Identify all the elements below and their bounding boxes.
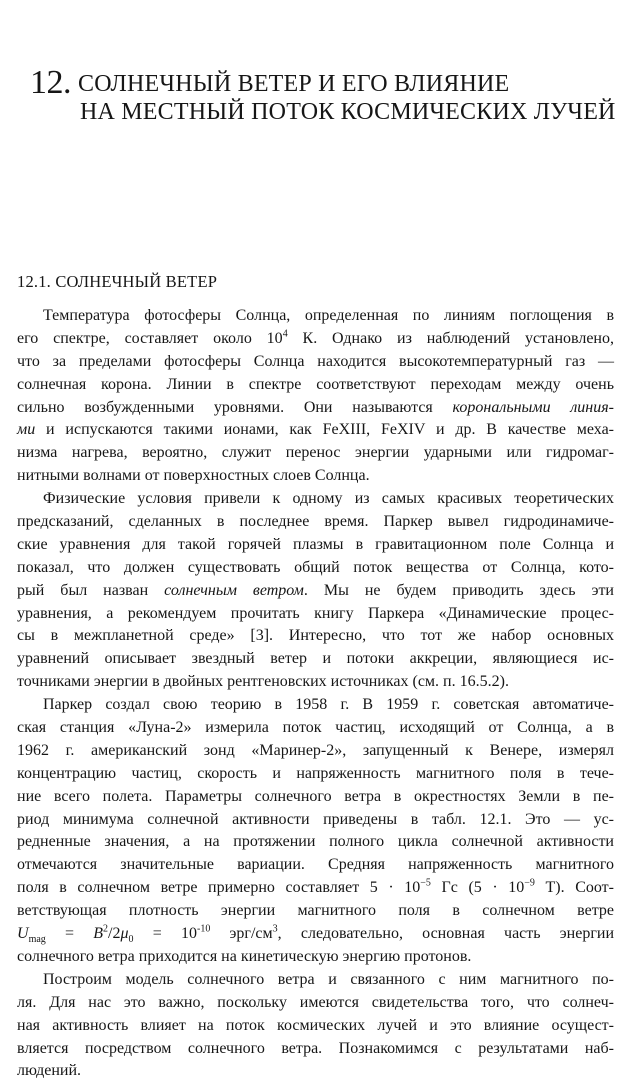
text-line: Температура фотосферы Солнца, определенная по линиям поглощения в xyxy=(43,307,614,324)
text-line: ми и испускаются такими ионами, как FeXIII, FeXIV и др. В качестве меха- xyxy=(17,421,614,439)
text-line: людений. xyxy=(17,1062,82,1080)
body-text xyxy=(17,305,614,1083)
text-line: рый был назван солнечным ветром. Мы не будем приводить здесь эти xyxy=(17,581,614,599)
text-line: сильно возбужденными уровнями. Они называются корональными линия- xyxy=(17,398,614,416)
text-line: точниками энергии в двойных рентгеновских источниках (см. п. 16.5.2). xyxy=(17,673,509,691)
text-line: вляется посредством солнечного ветра. Познакомимся с результатами наб- xyxy=(17,1039,614,1057)
text-line: ветствующая плотность энергии магнитного поля в солнечном ветре xyxy=(17,902,614,920)
text-line: солнечная корона. Линии в спектре соответствуют переходам между очень xyxy=(17,375,614,393)
text-line: уравнения, а рекомендуем прочитать книгу Паркера «Динамические процес- xyxy=(17,604,614,622)
text-line: Физические условия привели к одному из самых красивых теоретических xyxy=(43,490,614,508)
text-line: отмечаются значительные вариации. Средняя напряженность магнитного xyxy=(17,856,614,874)
text-line: Построим модель солнечного ветра и связанного с ним магнитного по- xyxy=(43,970,614,988)
text-line: что за пределами фотосферы Солнца находится высокотемпературный газ — xyxy=(17,352,614,370)
text-line: сы в межпланетной среде» [3]. Интересно, что тот же набор основных xyxy=(17,627,614,645)
text-line: нитными волнами от поверхностных слоев Солнца. xyxy=(17,467,370,485)
text-line: его спектре, составляет около $10^4$ К. Однако из наблюдений установлено, xyxy=(17,328,614,347)
text-line: редненные значения, а на протяжении полного цикла солнечной активности xyxy=(17,833,614,851)
text-line: показал, что должен существовать общий поток вещества от Солнца, кото- xyxy=(17,558,614,576)
chapter-title-line-2: НА МЕСТНЫЙ ПОТОК КОСМИЧЕСКИХ ЛУЧЕЙ xyxy=(80,99,616,125)
text-line: уравнений описывает звездный ветер и потоки аккреции, являющиеся ис- xyxy=(17,650,614,668)
text-line: риод минимума солнечной активности приведены в табл. 12.1. Это — ус- xyxy=(17,810,614,828)
text-line: Паркер создал свою теорию в 1958 г. В 1959 г. советская автоматиче- xyxy=(43,696,614,714)
text-line: ля. Для нас это важно, поскольку имеются свидетельства того, что солнеч- xyxy=(17,993,614,1011)
text-line: ная активность влияет на поток космических лучей и это влияние осущест- xyxy=(17,1016,614,1034)
text-line: солнечного ветра приходится на кинетическую энергию протонов. xyxy=(17,947,472,965)
text-line: ние всего полета. Параметры солнечного ветра в окрестностях Земли в пе- xyxy=(17,787,614,805)
text-line: $U_{mag} = B^2/2\mu_0 = 10^{-10}$ эрг/$см^3$, следовательно, основная часть энергии xyxy=(17,923,615,946)
chapter-title-line-1: СОЛНЕЧНЫЙ ВЕТЕР И ЕГО ВЛИЯНИЕ xyxy=(78,71,510,97)
text-line: ская станция «Луна-2» измерила поток частиц, исходящий от Солнца, а в xyxy=(17,719,614,737)
text-line: предсказаний, сделанных в последнее время. Паркер вывел гидродинамиче- xyxy=(17,513,614,531)
text-line: низма нагрева, вероятно, служит перенос энергии ударными или гидромаг- xyxy=(17,444,614,462)
text-line: поля в солнечном ветре примерно составляет $5 \cdot 10^{-5}$ Гс ($5 \cdot 10^{-9}$ Т). Соот- xyxy=(17,877,614,897)
text-line: концентрацию частиц, скорость и напряженность магнитного поля в тече- xyxy=(17,764,614,782)
section-heading: 12.1. СОЛНЕЧНЫЙ ВЕТЕР xyxy=(17,272,218,291)
chapter-number: 12. xyxy=(30,64,71,101)
text-line: ские уравнения для такой горячей плазмы в гравитационном поле Солнца и xyxy=(17,535,614,553)
text-line: 1962 г. американский зонд «Маринер-2», запущенный к Венере, измерял xyxy=(17,741,614,759)
